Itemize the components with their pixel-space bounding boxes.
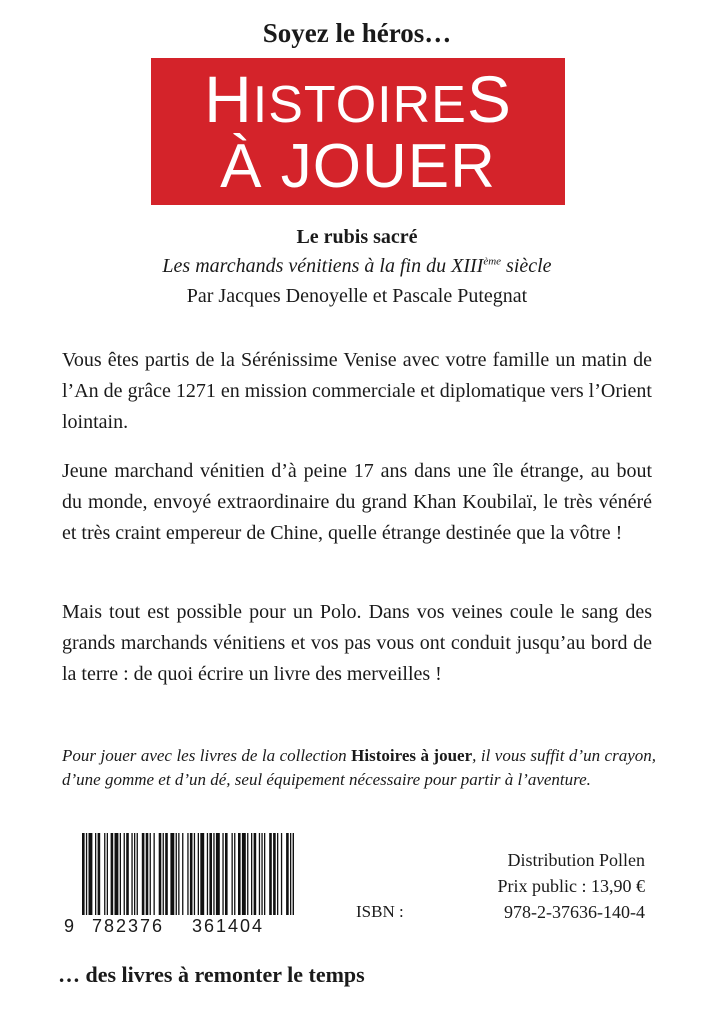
barcode-bar	[198, 833, 199, 915]
barcode-bar	[281, 833, 282, 915]
tagline: Soyez le héros…	[262, 18, 452, 48]
barcode-bar	[261, 833, 262, 915]
barcode-bar	[126, 833, 129, 915]
barcode-bar	[259, 833, 260, 915]
barcode-bar	[209, 833, 212, 915]
barcode-bars	[82, 833, 294, 915]
barcode-bar	[142, 833, 145, 915]
collection-logo	[151, 58, 565, 205]
logo-letter-s: S	[466, 62, 512, 136]
public-price: Prix public : 13,90 €	[497, 876, 645, 896]
subtitle-superscript: ème	[483, 255, 502, 268]
barcode-bar	[269, 833, 272, 915]
logo-line1	[151, 62, 565, 138]
barcode-bar	[187, 833, 188, 915]
barcode-bar	[273, 833, 276, 915]
barcode-bar	[170, 833, 174, 915]
paragraph-2: Jeune marchand vénitien d’à peine 17 ans dans une île étrange, au bout du monde, envoyé extraordinaire du grand Khan Koubilaï, le très vénéré et très craint empereur de Chine, quelle étrange destinée que la vôtre !	[62, 460, 652, 544]
book-title: Le rubis sacré	[296, 226, 418, 248]
barcode-bar	[200, 833, 204, 915]
barcode-bar	[190, 833, 193, 915]
barcode-bar	[286, 833, 289, 915]
barcode-bar	[194, 833, 195, 915]
collection-note	[62, 744, 656, 792]
barcode-bar	[176, 833, 177, 915]
barcode-bar	[159, 833, 162, 915]
barcode-bar	[82, 833, 85, 915]
footer-slogan: … des livres à remonter le temps	[58, 962, 365, 987]
barcode-bar	[251, 833, 252, 915]
barcode-bar	[98, 833, 101, 915]
barcode-bar	[163, 833, 164, 915]
logo-letter-h: H	[204, 62, 253, 136]
barcode-bar	[232, 833, 233, 915]
barcode-bar	[178, 833, 179, 915]
book-authors: Par Jacques Denoyelle et Pascale Putegnat	[186, 285, 528, 307]
barcode-bar	[234, 833, 235, 915]
barcode-bar	[95, 833, 96, 915]
barcode-bar	[182, 833, 183, 915]
isbn-number: 978-2-37636-140-4	[504, 902, 645, 922]
logo-letters-middle: ISTOIRE	[252, 76, 467, 134]
distributor: Distribution Pollen	[507, 850, 645, 870]
barcode-bar	[120, 833, 121, 915]
barcode-bar	[86, 833, 87, 915]
barcode-bar	[134, 833, 135, 915]
barcode-bar	[213, 833, 214, 915]
barcode-bar	[150, 833, 151, 915]
barcode-bar	[137, 833, 138, 915]
paragraph-1: Vous êtes partis de la Sérénissime Venise avec votre famille un matin de l’An de grâce 1271 en mission commerciale et diplomatique vers l’Orient lointain.	[62, 349, 652, 433]
barcode-bar	[216, 833, 220, 915]
barcode-bar	[89, 833, 93, 915]
note-before: Pour jouer avec les livres de la collection	[62, 746, 352, 765]
barcode-bar	[107, 833, 108, 915]
note-collection-name: Histoires à jouer	[351, 746, 473, 765]
barcode-bar	[111, 833, 114, 915]
barcode-bar	[242, 833, 246, 915]
barcode-bar	[131, 833, 132, 915]
barcode	[64, 833, 296, 941]
barcode-bar	[238, 833, 241, 915]
book-subtitle	[0, 255, 714, 278]
barcode-bar	[290, 833, 291, 915]
barcode-bar	[277, 833, 278, 915]
barcode-bar	[225, 833, 228, 915]
isbn-label: ISBN :	[356, 902, 404, 921]
barcode-bar	[293, 833, 294, 915]
barcode-bar	[165, 833, 168, 915]
barcode-group-1: 782376	[92, 916, 165, 936]
barcode-bar	[247, 833, 248, 915]
barcode-bar	[222, 833, 223, 915]
barcode-bar	[124, 833, 125, 915]
barcode-bar	[207, 833, 208, 915]
note-after: , il vous suffit d’un crayon, d’une gomme et d’un dé, seul équipement nécessaire pour partir à l’aventure.	[62, 746, 657, 789]
logo-line2: À JOUER	[220, 132, 496, 201]
barcode-bar	[104, 833, 105, 915]
subtitle-end: siècle	[501, 255, 552, 277]
paragraph-3: Mais tout est possible pour un Polo. Dans vos veines coule le sang des grands marchands vénitiens et vos pas vous ont conduit jusqu’au bord de la terre : de quoi écrire un livre des merveilles !	[62, 601, 652, 685]
barcode-bar	[115, 833, 119, 915]
barcode-bar	[146, 833, 149, 915]
barcode-bar	[254, 833, 257, 915]
barcode-group-2: 361404	[192, 916, 265, 936]
barcode-bar	[264, 833, 265, 915]
barcode-bar	[154, 833, 155, 915]
subtitle-main: Les marchands vénitiens à la fin du XIII	[162, 255, 484, 277]
barcode-first-digit: 9	[64, 916, 77, 936]
